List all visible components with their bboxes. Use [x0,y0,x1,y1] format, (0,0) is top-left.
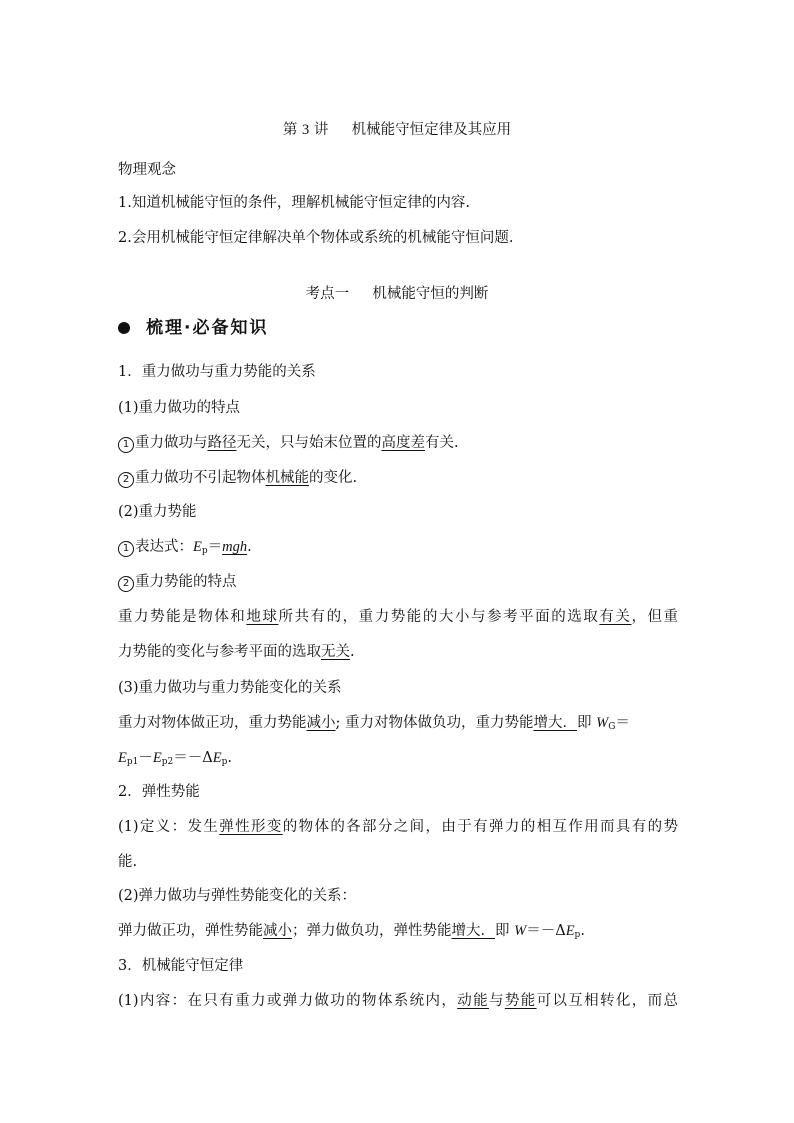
knowledge-heading [118,316,678,340]
text: 与 [488,993,505,1009]
answer-blank: 势能 [504,993,537,1009]
title-prefix: 第 [282,122,298,138]
text: 表达式： [135,539,193,555]
text: . [580,923,585,939]
answer-blank: 无关 [321,644,350,660]
text: 即 [577,715,597,731]
text: 有关. [425,435,459,451]
text: ＝ [615,715,630,731]
text: ＝－Δ [526,923,566,939]
text: . [227,750,232,766]
formula-subscript: p [574,930,581,940]
sec1-sub1: (1)重力做功的特点 [118,400,241,416]
lecture-title [0,120,794,140]
answer-blank: 增大． [451,923,495,939]
text: ＝ [207,539,223,555]
formula-symbol: E [193,539,202,555]
answer-blank: 弹性形变 [219,819,283,835]
text: － [138,750,153,766]
text: 重力对物体做正功，重力势能 [118,715,307,731]
sec1-p3 [118,537,678,557]
concept-item-2: 2.会用机械能守恒定律解决单个物体或系统的机械能守恒问题. [118,230,514,246]
formula-subscript: p1 [126,757,139,767]
circled-number-2: 2 [118,472,134,488]
sec1-sub3: (3)重力做功与重力势能变化的关系 [118,680,342,696]
section-title: 机械能守恒的判断 [372,286,489,302]
section-label: 考点一 [305,286,350,302]
sec1-p2 [118,468,678,488]
title-suffix: 讲 [313,122,329,138]
sec3-p1 [118,991,678,1011]
formula-symbol: E [118,750,127,766]
knowledge-heading-text: 梳理·必备知识 [146,318,269,338]
formula-subscript: p [201,546,208,556]
sec2-title: 2．弹性势能 [118,784,200,800]
circled-number-1: 1 [118,437,134,453]
formula-subscript: G [608,722,616,732]
circled-number-1: 1 [118,541,134,557]
text: (1)定义：发生 [118,819,220,835]
sec3-title: 3．机械能守恒定律 [118,958,244,974]
sec2-p3 [118,921,678,941]
bullet-icon [118,322,130,334]
text: ＝－Δ [173,750,213,766]
text: 重力势能的特点 [135,574,237,590]
answer-blank: mgh [222,539,248,555]
sec1-p5-line1 [118,607,678,627]
answer-blank: 有关 [599,609,632,625]
text: (1)内容：在只有重力或弹力做功的物体系统内， [118,993,458,1009]
text: . [247,539,252,555]
text: 重力做功不引起物体 [135,470,266,486]
text: . [350,644,355,660]
text: 重力势能是物体和 [118,609,247,625]
text: 弹力做正功，弹性势能 [118,923,263,939]
concept-item-1: 1.知道机械能守恒的条件，理解机械能守恒定律的内容. [118,195,470,211]
sec1-p6-line1 [118,713,678,733]
formula-subscript: p2 [161,757,174,767]
answer-blank: 减小 [306,715,336,731]
sec2-p1-line2: 能. [118,854,138,870]
sec1-p1 [118,433,678,453]
sec1-sub2: (2)重力势能 [118,504,197,520]
formula-symbol: E [152,750,162,766]
answer-blank: 路径 [207,435,237,451]
section-header [0,284,794,304]
text: 重力做功与 [135,435,208,451]
text: ，但重 [631,609,679,625]
title-topic: 机械能守恒定律及其应用 [351,122,512,138]
title-number: 3 [302,122,310,138]
formula-subscript: p [221,757,228,767]
answer-blank: 高度差 [381,435,425,451]
circled-number-2: 2 [118,576,134,592]
answer-blank: 动能 [457,993,489,1009]
formula-symbol: W [596,715,609,731]
sec1-p4 [118,572,678,592]
text: 即 [495,923,515,939]
formula-symbol: E [565,923,575,939]
concept-heading: 物理观念 [118,162,176,178]
text: 的变化. [309,470,358,486]
answer-blank: 地球 [246,609,279,625]
text: 力势能的变化与参考平面的选取 [118,644,321,660]
sec2-p1-line1 [118,817,678,837]
sec2-p2: (2)弹力做功与弹性势能变化的关系： [118,888,357,904]
text: ；弹力做负功，弹性势能 [292,923,452,939]
answer-blank: 增大． [533,715,577,731]
sec1-p6-line2 [118,748,678,768]
answer-blank: 减小 [263,923,292,939]
sec1-title: 1．重力做功与重力势能的关系 [118,364,316,380]
text: 所共有的，重力势能的大小与参考平面的选取 [278,609,600,625]
text: ; 重力对物体做负功，重力势能 [335,715,534,731]
answer-blank: 机械能 [265,470,309,486]
text: 可以互相转化，而总 [536,993,679,1009]
sec1-p5-line2 [118,642,678,662]
formula-symbol: W [514,923,527,939]
formula-symbol: E [212,750,222,766]
text: 无关，只与始末位置的 [236,435,382,451]
text: 的物体的各部分之间，由于有弹力的相互作用而具有的势 [282,819,679,835]
